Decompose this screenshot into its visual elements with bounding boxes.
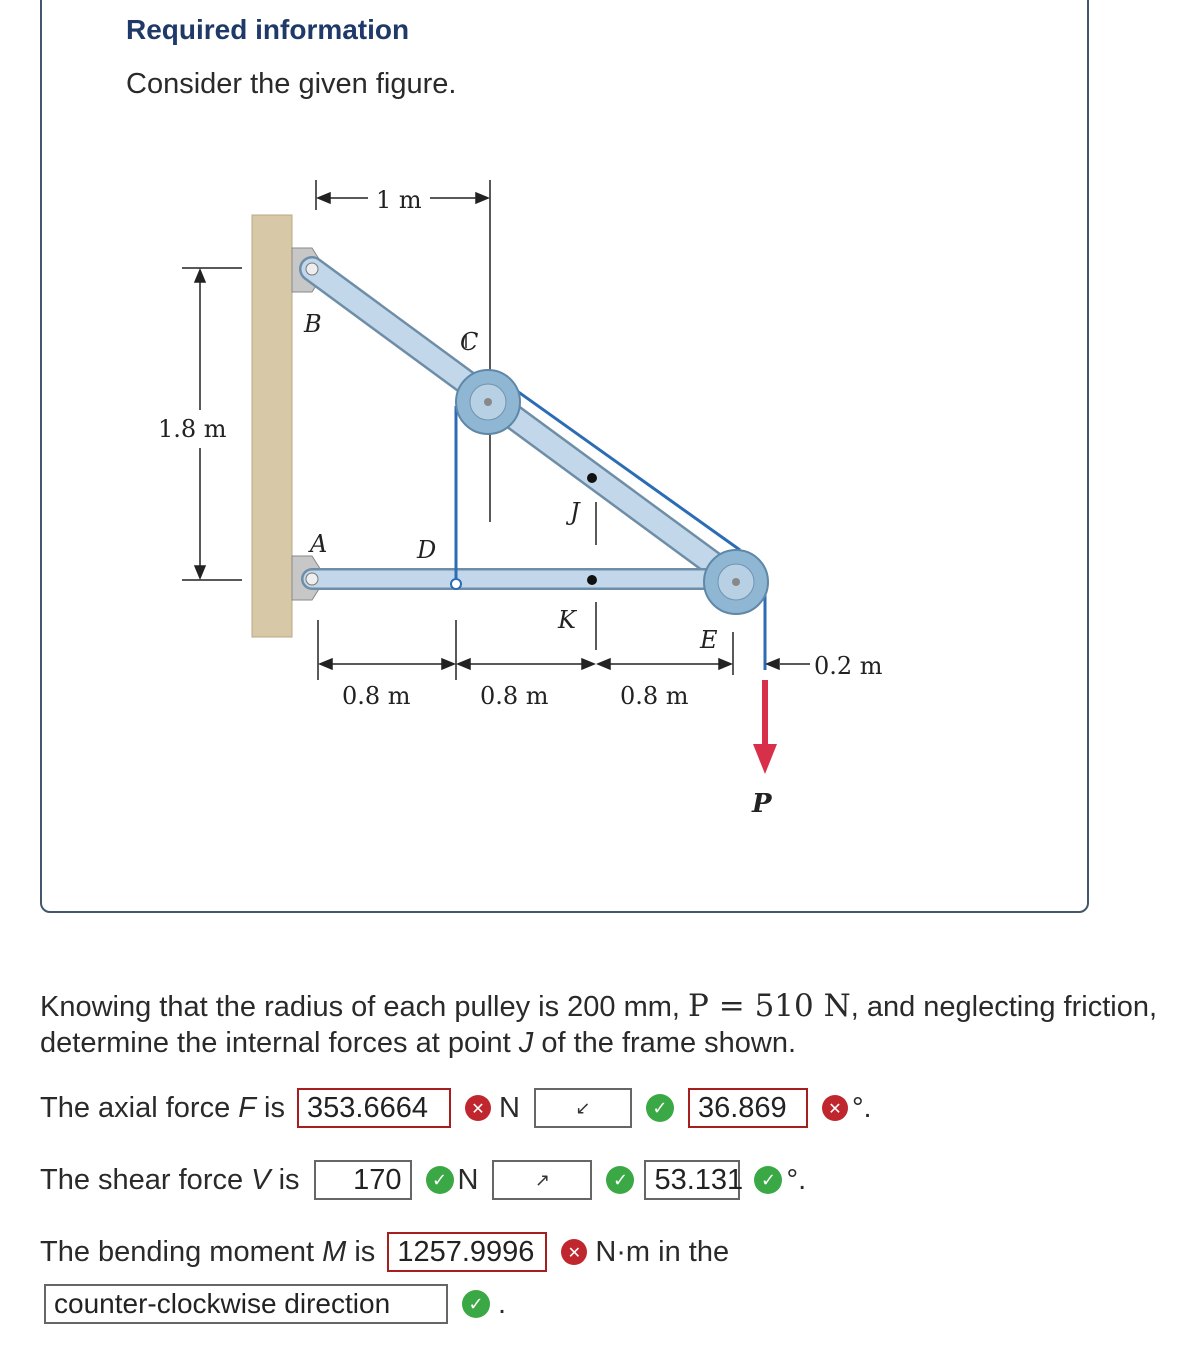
shear-direction-select[interactable]: ↗	[492, 1160, 592, 1200]
moment-direction-row	[44, 1284, 506, 1324]
shear-symbol: V	[251, 1163, 271, 1196]
moment-direction-correct-icon: ✓	[462, 1290, 490, 1318]
label-K: K	[558, 606, 576, 634]
moment-direction-select[interactable]: counter-clockwise direction	[44, 1284, 448, 1324]
axial-degree: °.	[851, 1091, 872, 1124]
required-info-title: Required information	[126, 14, 410, 45]
axial-value-input[interactable]: 353.6664	[297, 1088, 451, 1128]
shear-angle-input[interactable]: 53.131	[644, 1160, 740, 1200]
label-D: D	[417, 536, 437, 564]
shear-angle-correct-icon: ✓	[754, 1166, 782, 1194]
axial-symbol: F	[238, 1091, 256, 1124]
shear-value-input[interactable]: 170	[314, 1160, 412, 1200]
axial-direction-correct-icon: ✓	[646, 1094, 674, 1122]
axial-prefix: The axial force	[40, 1091, 231, 1124]
label-A: A	[310, 530, 328, 558]
label-J: J	[570, 498, 580, 526]
shear-direction-correct-icon: ✓	[606, 1166, 634, 1194]
moment-unit: N·m in the	[595, 1235, 730, 1268]
axial-value-wrong-icon: ✕	[465, 1095, 491, 1121]
problem-text-2: , and neglecting friction, determine the internal forces at point	[40, 991, 1158, 1059]
moment-symbol: M	[322, 1235, 347, 1268]
moment-prefix: The bending moment	[40, 1235, 315, 1268]
moment-period: .	[498, 1287, 507, 1320]
dim-bottom-2: 0.8 m	[480, 682, 549, 710]
label-E: E	[700, 626, 718, 654]
point-J	[587, 473, 597, 483]
axial-force-row	[40, 1088, 872, 1128]
dim-bottom-3: 0.8 m	[620, 682, 689, 710]
frame-figure	[130, 170, 910, 830]
dim-top-label: 1 m	[376, 186, 422, 214]
label-B: B	[304, 310, 322, 338]
pin-A	[306, 573, 318, 585]
shear-force-row	[40, 1160, 806, 1200]
moment-row	[40, 1232, 729, 1272]
label-P: P	[752, 789, 772, 819]
shear-unit: N	[457, 1163, 479, 1196]
problem-statement	[40, 988, 1170, 1061]
moment-value-input[interactable]: 1257.9996	[387, 1232, 547, 1272]
axial-angle-input[interactable]: 36.869	[688, 1088, 808, 1128]
axial-is: is	[264, 1091, 285, 1124]
cable-CE	[496, 376, 740, 550]
dim-bottom-1: 0.8 m	[342, 682, 411, 710]
axial-angle-wrong-icon: ✕	[822, 1095, 848, 1121]
problem-text-1: Knowing that the radius of each pulley is 200 mm,	[40, 991, 680, 1023]
problem-text-3: of the frame shown.	[541, 1027, 797, 1059]
shear-prefix: The shear force	[40, 1163, 244, 1196]
dim-left-label: 1.8 m	[158, 415, 227, 443]
figure-intro: Consider the given figure.	[126, 68, 457, 100]
axial-unit: N	[499, 1091, 520, 1124]
problem-point: J	[518, 1027, 534, 1059]
pin-D	[451, 579, 461, 589]
moment-is: is	[354, 1235, 376, 1268]
dim-right: 0.2 m	[814, 652, 883, 680]
problem-math-P: P = 510 N	[688, 988, 851, 1024]
axial-direction-select[interactable]: ↙	[534, 1088, 632, 1128]
wall	[252, 215, 292, 637]
moment-value-wrong-icon: ✕	[561, 1239, 587, 1265]
shear-is: is	[278, 1163, 300, 1196]
shear-value-correct-icon: ✓	[426, 1166, 454, 1194]
label-C: C	[460, 328, 479, 356]
shear-degree: °.	[786, 1163, 807, 1196]
point-K	[587, 575, 597, 585]
pin-B	[306, 263, 318, 275]
